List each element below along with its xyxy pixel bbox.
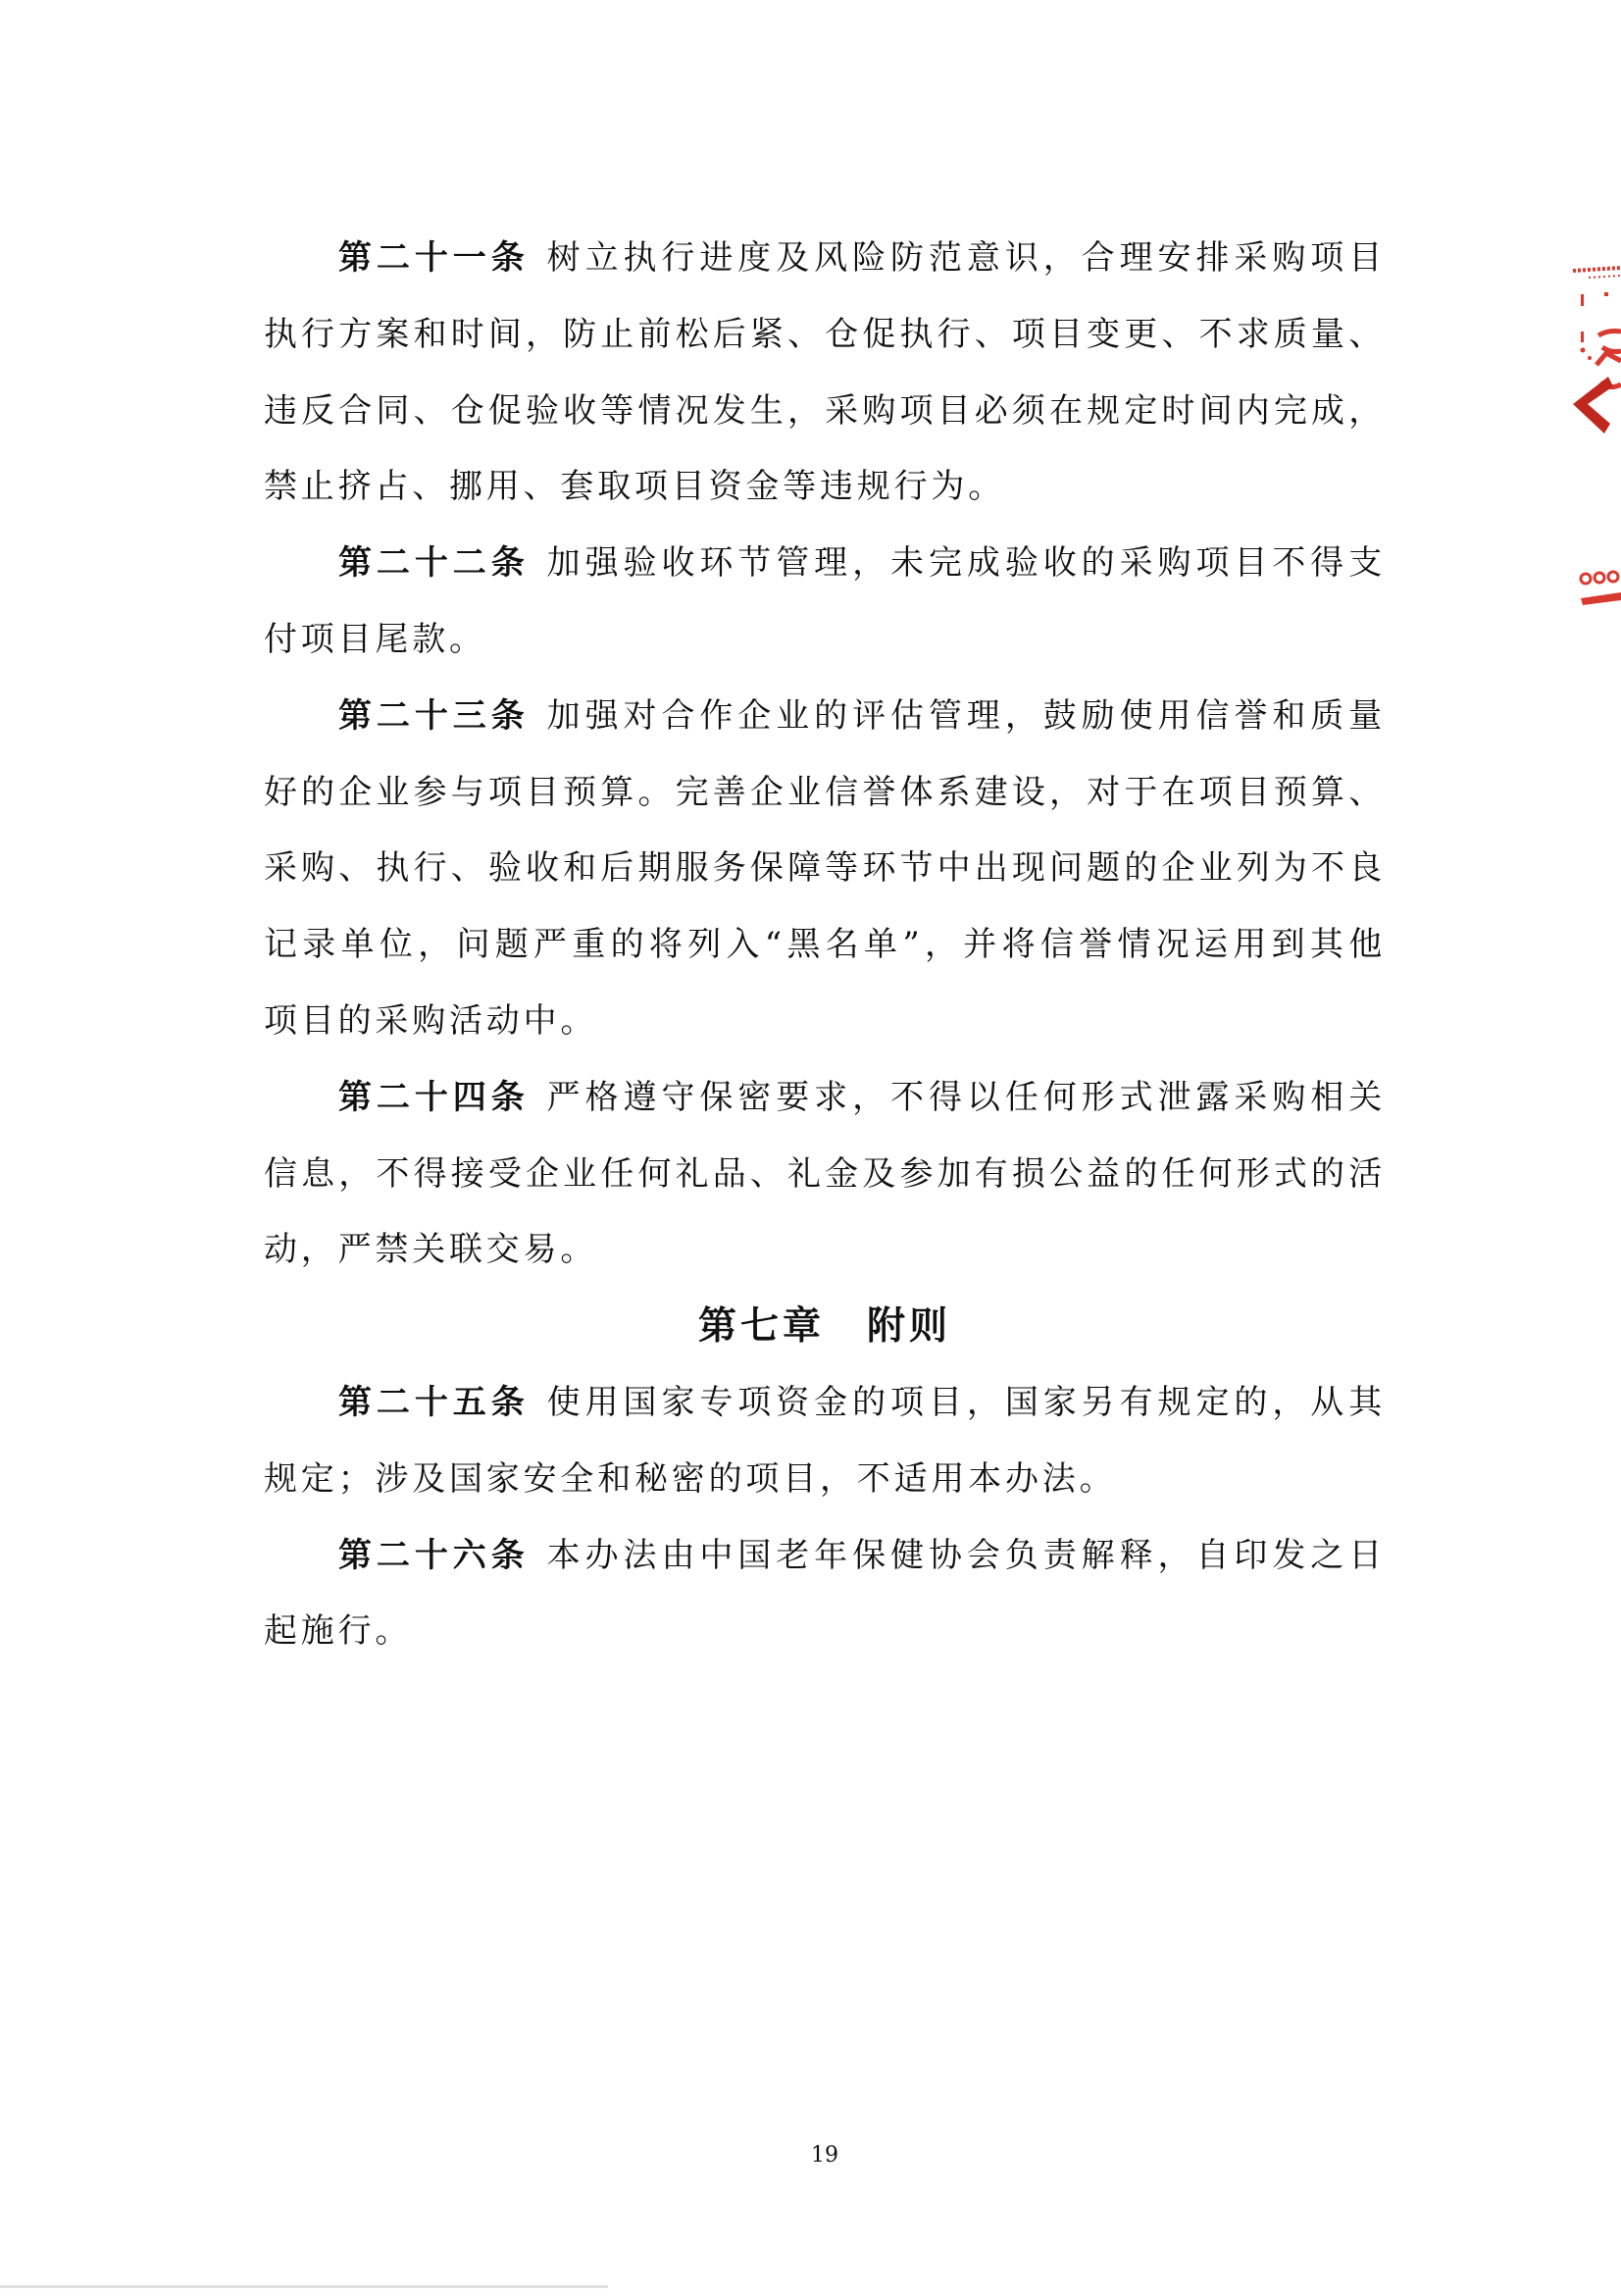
article-first-line (264, 1518, 1386, 1595)
article-21 (264, 221, 1386, 526)
article-line: 执行方案和时间，防止前松后紧、仓促执行、项目变更、不求质量、 (264, 314, 1386, 354)
article-number: 第二十五条 (338, 1382, 530, 1422)
article-line: 禁止挤占、挪用、套取项目资金等违规行为。 (264, 467, 1005, 507)
article-number: 第二十一条 (338, 238, 530, 278)
page-number: 19 (811, 2143, 838, 2168)
article-line: 违反合同、仓促验收等情况发生，采购项目必须在规定时间内完成， (264, 390, 1386, 431)
article-line: 好的企业参与项目预算。完善企业信誉体系建设，对于在项目预算、 (264, 772, 1386, 812)
scan-edge-line (0, 2285, 608, 2288)
article-number: 第二十二条 (338, 543, 530, 584)
article-text: 本办法由中国老年保健协会负责解释，自印发之日 (546, 1535, 1386, 1575)
article-23 (264, 679, 1386, 1060)
article-line: 动，严禁关联交易。 (264, 1230, 598, 1270)
article-line: 规定；涉及国家安全和秘密的项目，不适用本办法。 (264, 1458, 1117, 1499)
document-body (264, 221, 1386, 1670)
article-22 (264, 526, 1386, 679)
article-line: 起施行。 (264, 1611, 413, 1652)
article-text: 严格遵守保密要求，不得以任何形式泄露采购相关 (546, 1077, 1386, 1117)
article-first-line (264, 526, 1386, 602)
red-seal-fragment (1559, 255, 1621, 628)
article-text: 使用国家专项资金的项目，国家另有规定的，从其 (546, 1382, 1386, 1422)
article-first-line (264, 221, 1386, 297)
article-first-line (264, 679, 1386, 755)
article-text: 树立执行进度及风险防范意识，合理安排采购项目 (546, 238, 1386, 278)
article-line: 采购、执行、验收和后期服务保障等环节中出现问题的企业列为不良 (264, 848, 1386, 889)
article-line: 信息，不得接受企业任何礼品、礼金及参加有损公益的任何形式的活 (264, 1153, 1386, 1194)
article-25 (264, 1365, 1386, 1518)
article-line: 付项目尾款。 (264, 619, 486, 659)
article-number: 第二十四条 (338, 1077, 530, 1117)
article-first-line (264, 1060, 1386, 1137)
article-text: 加强验收环节管理，未完成验收的采购项目不得支 (546, 543, 1386, 584)
article-first-line (264, 1365, 1386, 1442)
article-24 (264, 1060, 1386, 1289)
article-text: 加强对合作企业的评估管理，鼓励使用信誉和质量 (546, 695, 1386, 736)
chapter-heading: 第七章 附则 (697, 1304, 951, 1350)
article-line: 项目的采购活动中。 (264, 1000, 598, 1041)
article-number: 第二十六条 (338, 1535, 530, 1575)
article-line: 记录单位，问题严重的将列入“黑名单”，并将信誉情况运用到其他 (264, 925, 1386, 965)
article-number: 第二十三条 (338, 695, 530, 736)
article-26 (264, 1518, 1386, 1671)
